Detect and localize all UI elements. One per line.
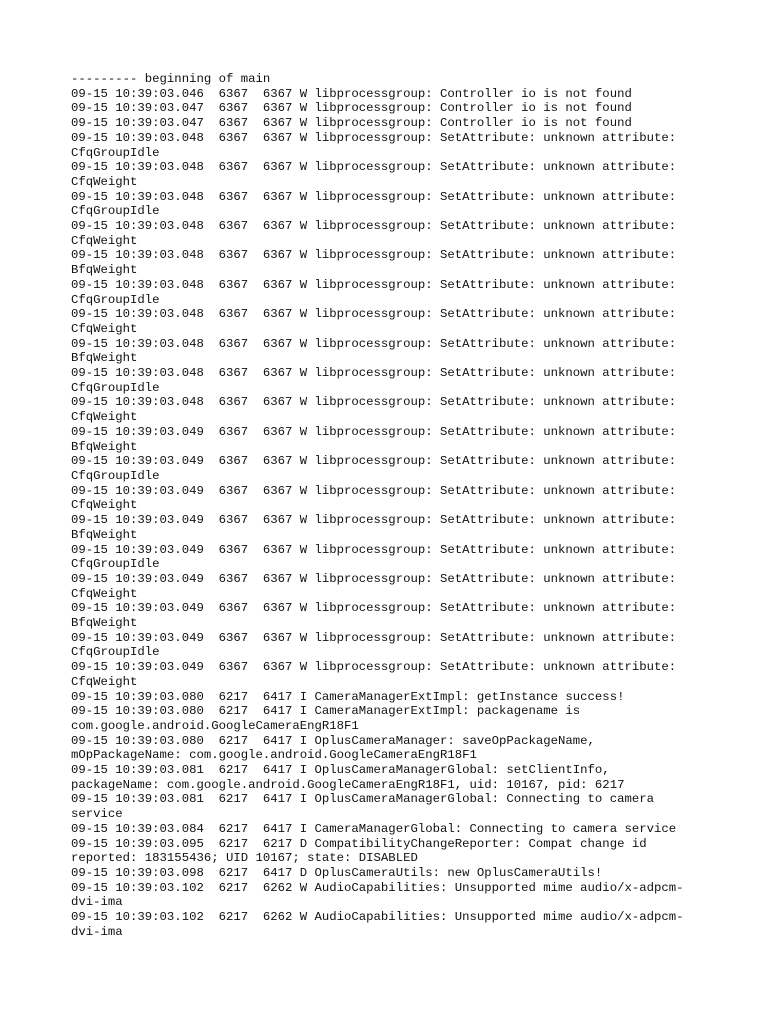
log-line: 09-15 10:39:03.049 6367 6367 W libprocessgroup: SetAttribute: unknown attribute:	[71, 601, 677, 616]
log-line: CfqGroupIdle	[71, 380, 160, 395]
log-line: 09-15 10:39:03.084 6217 6417 I CameraManagerGlobal: Connecting to camera service	[71, 821, 677, 836]
log-line: --------- beginning of main	[71, 72, 271, 86]
log-line: packageName: com.google.android.GoogleCameraEngR18F1, uid: 10167, pid: 6217	[71, 777, 625, 792]
log-line: CfqWeight	[71, 498, 138, 513]
log-line: CfqGroupIdle	[71, 204, 160, 219]
log-line: 09-15 10:39:03.048 6367 6367 W libprocessgroup: SetAttribute: unknown attribute:	[71, 307, 677, 322]
log-line: 09-15 10:39:03.048 6367 6367 W libprocessgroup: SetAttribute: unknown attribute:	[71, 395, 677, 410]
log-line: BfqWeight	[71, 439, 138, 454]
log-line: 09-15 10:39:03.098 6217 6417 D OplusCameraUtils: new OplusCameraUtils!	[71, 865, 603, 880]
log-line: 09-15 10:39:03.080 6217 6417 I CameraManagerExtImpl: getInstance success!	[71, 689, 625, 704]
log-line: 09-15 10:39:03.081 6217 6417 I OplusCameraManagerGlobal: Connecting to camera	[71, 792, 654, 807]
log-line: 09-15 10:39:03.080 6217 6417 I CameraManagerExtImpl: packagename is	[71, 704, 581, 719]
log-line: 09-15 10:39:03.046 6367 6367 W libprocessgroup: Controller io is not found	[71, 86, 632, 101]
log-line: 09-15 10:39:03.048 6367 6367 W libprocessgroup: SetAttribute: unknown attribute:	[71, 248, 677, 263]
log-line: 09-15 10:39:03.095 6217 6217 D CompatibilityChangeReporter: Compat change id	[71, 836, 647, 851]
log-line: BfqWeight	[71, 351, 138, 366]
log-line: 09-15 10:39:03.102 6217 6262 W AudioCapabilities: Unsupported mime audio/x-adpcm-	[71, 880, 684, 895]
log-line: 09-15 10:39:03.049 6367 6367 W libprocessgroup: SetAttribute: unknown attribute:	[71, 660, 677, 675]
log-line: 09-15 10:39:03.048 6367 6367 W libprocessgroup: SetAttribute: unknown attribute:	[71, 189, 677, 204]
log-line: 09-15 10:39:03.047 6367 6367 W libprocessgroup: Controller io is not found	[71, 101, 632, 116]
log-line: CfqGroupIdle	[71, 645, 160, 660]
log-line: 09-15 10:39:03.049 6367 6367 W libprocessgroup: SetAttribute: unknown attribute:	[71, 542, 677, 557]
log-line: 09-15 10:39:03.080 6217 6417 I OplusCameraManager: saveOpPackageName,	[71, 733, 595, 748]
log-document	[71, 72, 711, 939]
log-line: 09-15 10:39:03.048 6367 6367 W libprocessgroup: SetAttribute: unknown attribute:	[71, 160, 677, 175]
log-line: dvi-ima	[71, 895, 123, 910]
log-line: 09-15 10:39:03.048 6367 6367 W libprocessgroup: SetAttribute: unknown attribute:	[71, 219, 677, 234]
log-line: CfqGroupIdle	[71, 468, 160, 483]
log-line: CfqWeight	[71, 410, 138, 425]
log-line: CfqGroupIdle	[71, 557, 160, 572]
log-line: 09-15 10:39:03.102 6217 6262 W AudioCapabilities: Unsupported mime audio/x-adpcm-	[71, 910, 684, 925]
log-line: CfqWeight	[71, 233, 138, 248]
log-line: service	[71, 807, 123, 822]
log-line: BfqWeight	[71, 527, 138, 542]
log-line: CfqGroupIdle	[71, 145, 160, 160]
log-line: mOpPackageName: com.google.android.GoogleCameraEngR18F1	[71, 748, 477, 763]
log-line: com.google.android.GoogleCameraEngR18F1	[71, 718, 359, 733]
log-line: 09-15 10:39:03.049 6367 6367 W libprocessgroup: SetAttribute: unknown attribute:	[71, 630, 677, 645]
log-line: BfqWeight	[71, 616, 138, 631]
log-line: BfqWeight	[71, 263, 138, 278]
log-line: 09-15 10:39:03.048 6367 6367 W libprocessgroup: SetAttribute: unknown attribute:	[71, 366, 677, 381]
log-line: CfqWeight	[71, 674, 138, 689]
log-line: CfqGroupIdle	[71, 292, 160, 307]
log-line: 09-15 10:39:03.049 6367 6367 W libprocessgroup: SetAttribute: unknown attribute:	[71, 424, 677, 439]
log-line: 09-15 10:39:03.049 6367 6367 W libprocessgroup: SetAttribute: unknown attribute:	[71, 454, 677, 469]
log-line: CfqWeight	[71, 174, 138, 189]
log-line: CfqWeight	[71, 321, 138, 336]
log-line: 09-15 10:39:03.049 6367 6367 W libprocessgroup: SetAttribute: unknown attribute:	[71, 571, 677, 586]
log-line: 09-15 10:39:03.081 6217 6417 I OplusCameraManagerGlobal: setClientInfo,	[71, 763, 610, 778]
log-line: 09-15 10:39:03.048 6367 6367 W libprocessgroup: SetAttribute: unknown attribute:	[71, 130, 677, 145]
log-line: 09-15 10:39:03.047 6367 6367 W libprocessgroup: Controller io is not found	[71, 116, 632, 131]
log-line: 09-15 10:39:03.048 6367 6367 W libprocessgroup: SetAttribute: unknown attribute:	[71, 336, 677, 351]
log-line: 09-15 10:39:03.049 6367 6367 W libprocessgroup: SetAttribute: unknown attribute:	[71, 483, 677, 498]
log-line: 09-15 10:39:03.049 6367 6367 W libprocessgroup: SetAttribute: unknown attribute:	[71, 513, 677, 528]
log-line: dvi-ima	[71, 924, 123, 939]
log-body	[71, 72, 711, 939]
log-line: reported: 183155436; UID 10167; state: DISABLED	[71, 851, 418, 866]
log-line: 09-15 10:39:03.048 6367 6367 W libprocessgroup: SetAttribute: unknown attribute:	[71, 277, 677, 292]
log-line: CfqWeight	[71, 586, 138, 601]
